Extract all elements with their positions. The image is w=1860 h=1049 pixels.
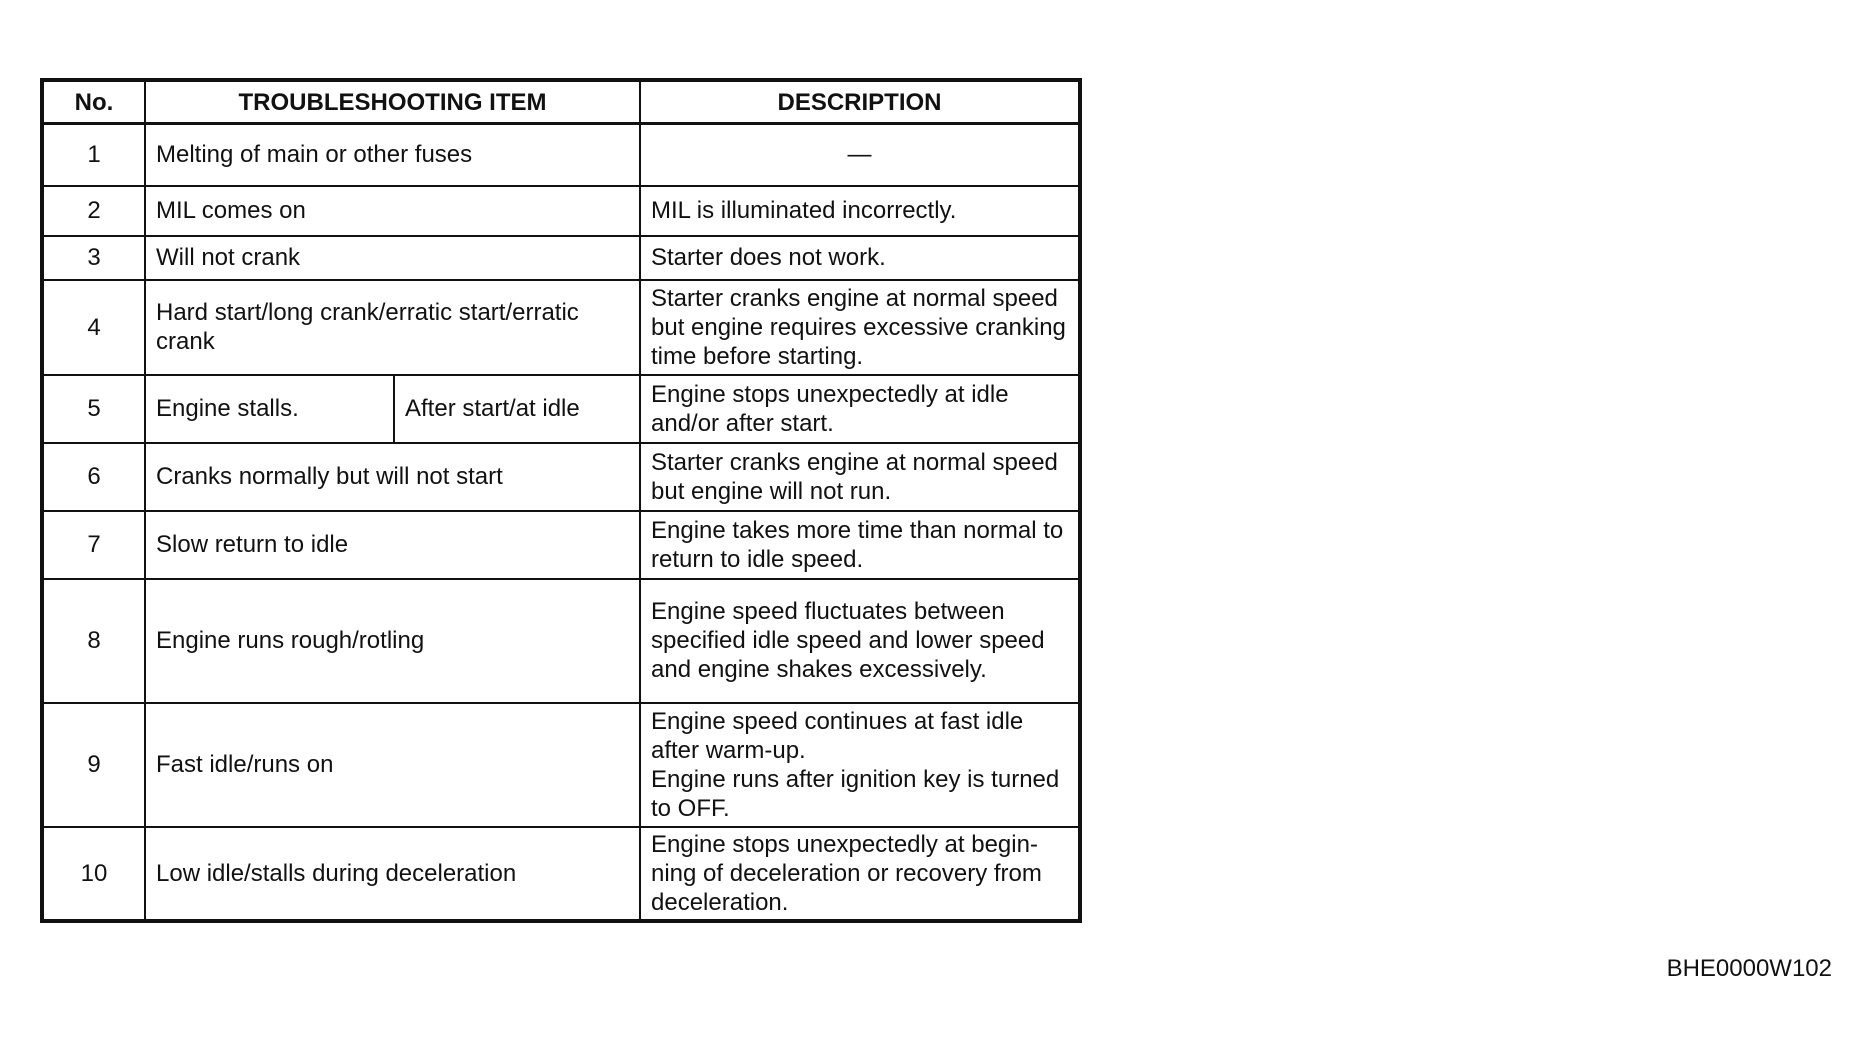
table-row <box>42 124 1080 186</box>
table-row <box>42 827 1080 921</box>
row-description: Engine stops unexpectedly at begin-ning of deceleration or recovery from deceleration. <box>640 827 1080 921</box>
row-description: Engine takes more time than normal to return to idle speed. <box>640 511 1080 579</box>
figure-code: BHE0000W102 <box>1666 955 1832 982</box>
table-row <box>42 511 1080 579</box>
table-row <box>42 280 1080 375</box>
row-number: 4 <box>42 280 145 375</box>
row-description: — <box>640 124 1080 186</box>
row-description: MIL is illuminated incorrectly. <box>640 186 1080 236</box>
table-header-row <box>42 80 1080 124</box>
header-description: DESCRIPTION <box>640 80 1080 124</box>
row-item: Cranks normally but will not start <box>145 443 640 511</box>
row-description: Starter does not work. <box>640 236 1080 280</box>
row-number: 10 <box>42 827 145 921</box>
table-row <box>42 236 1080 280</box>
row-number: 2 <box>42 186 145 236</box>
troubleshooting-table <box>40 78 1082 923</box>
row-item: Engine stalls. <box>145 375 394 443</box>
row-description: Engine speed fluctuates between specified idle speed and lower speed and engine shakes excessively. <box>640 579 1080 703</box>
row-description: Starter cranks engine at normal speed but engine requires excessive cranking time before starting. <box>640 280 1080 375</box>
row-number: 8 <box>42 579 145 703</box>
row-description: Starter cranks engine at normal speed but engine will not run. <box>640 443 1080 511</box>
row-subitem: After start/at idle <box>394 375 640 443</box>
row-item: Slow return to idle <box>145 511 640 579</box>
table-row <box>42 703 1080 827</box>
row-number: 3 <box>42 236 145 280</box>
row-description: Engine speed continues at fast idle after warm-up. Engine runs after ignition key is turned to OFF. <box>640 703 1080 827</box>
row-item: Will not crank <box>145 236 640 280</box>
table-row <box>42 579 1080 703</box>
row-number: 9 <box>42 703 145 827</box>
row-number: 7 <box>42 511 145 579</box>
table-row <box>42 375 1080 443</box>
row-item: Melting of main or other fuses <box>145 124 640 186</box>
row-number: 5 <box>42 375 145 443</box>
table-row <box>42 186 1080 236</box>
row-item: Fast idle/runs on <box>145 703 640 827</box>
row-item: Hard start/long crank/erratic start/erratic crank <box>145 280 640 375</box>
row-description: Engine stops unexpectedly at idle and/or after start. <box>640 375 1080 443</box>
row-item: MIL comes on <box>145 186 640 236</box>
row-number: 1 <box>42 124 145 186</box>
table-row <box>42 443 1080 511</box>
row-number: 6 <box>42 443 145 511</box>
header-troubleshooting-item: TROUBLESHOOTING ITEM <box>145 80 640 124</box>
row-item: Engine runs rough/rotling <box>145 579 640 703</box>
row-item: Low idle/stalls during deceleration <box>145 827 640 921</box>
header-no: No. <box>42 80 145 124</box>
